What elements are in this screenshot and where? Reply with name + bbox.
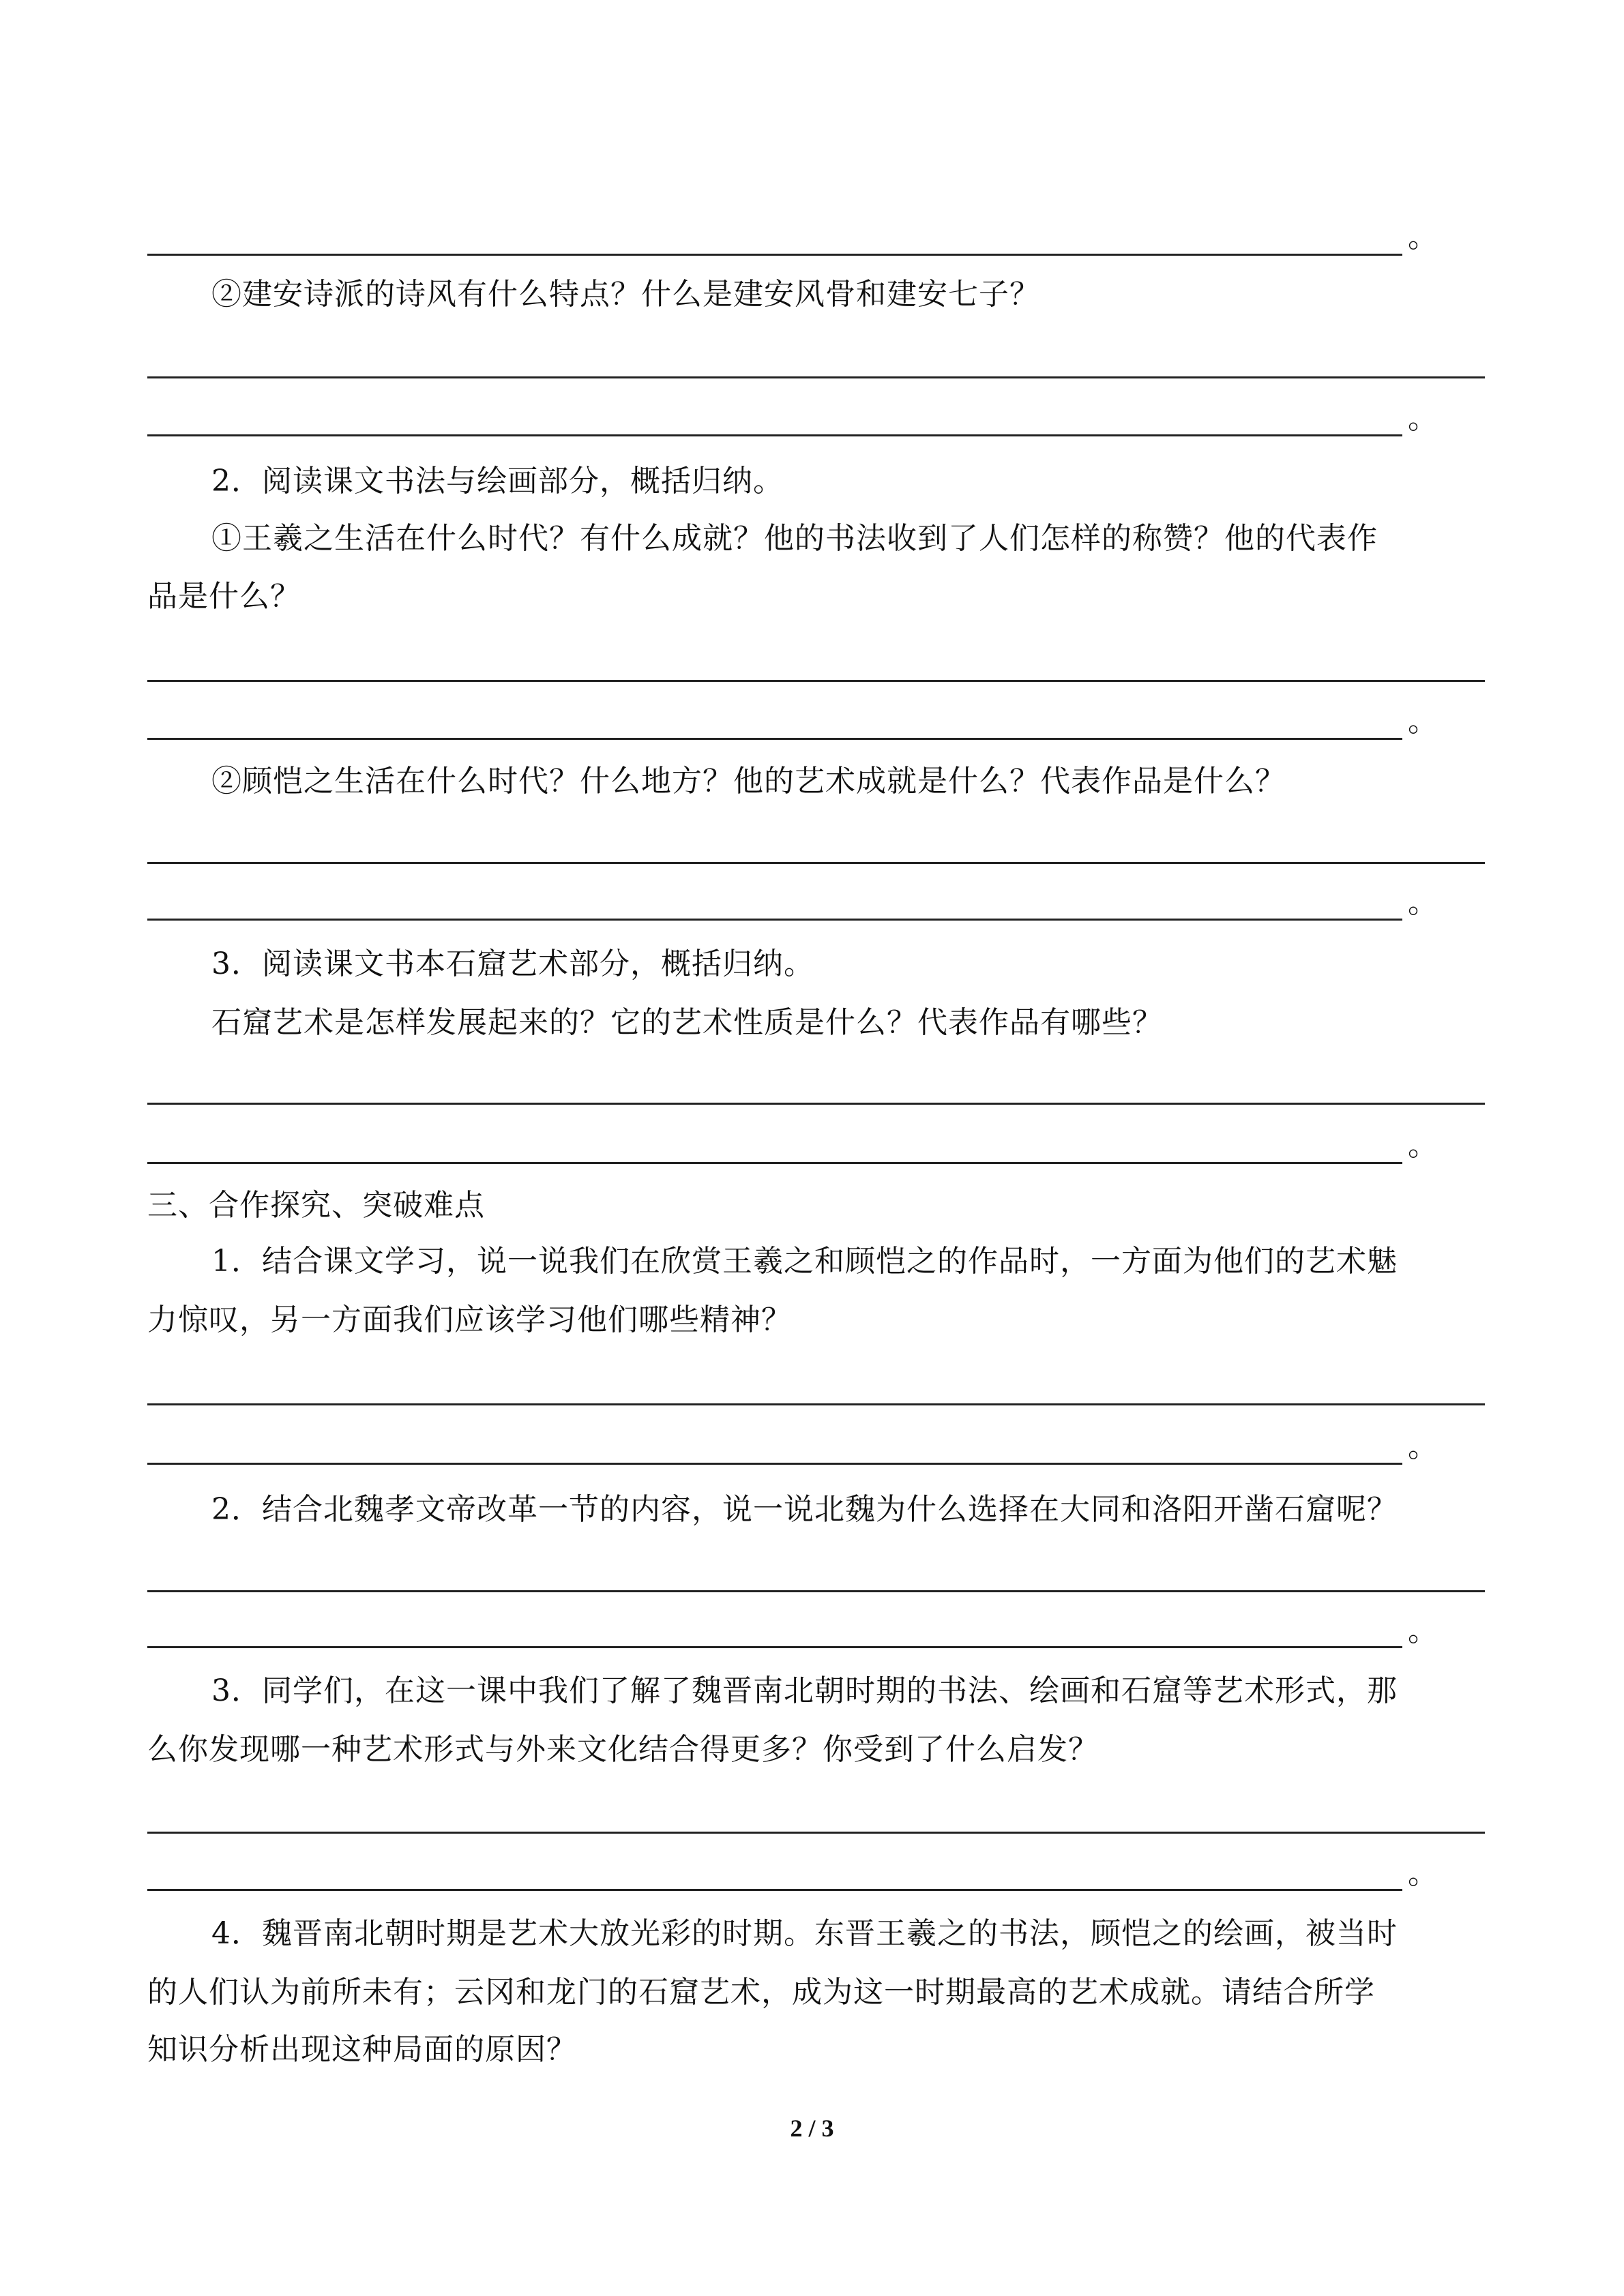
question-text: 力惊叹，另一方面我们应该学习他们哪些精神？ [147,1302,792,1337]
question-heading: 2．阅读课文书法与绘画部分，概括归纳。 [211,464,784,498]
answer-line[interactable] [147,680,1485,682]
question-text: 知识分析出现这种局面的原因？ [147,2032,577,2067]
question-text: ②顾恺之生活在什么时代？什么地方？他的艺术成就是什么？代表作品是什么？ [211,764,1286,799]
period-mark: 。 [1408,1429,1438,1464]
period-mark: 。 [1408,704,1438,739]
answer-line[interactable] [147,1103,1485,1105]
answer-line[interactable] [147,1832,1485,1834]
question-text: ①王羲之生活在什么时代？有什么成就？他的书法收到了人们怎样的称赞？他的代表作 [211,521,1378,556]
question-text: ②建安诗派的诗风有什么特点？什么是建安风骨和建安七子？ [211,277,1040,312]
period-mark: 。 [1408,885,1438,920]
answer-line[interactable] [147,1403,1485,1405]
answer-line[interactable] [147,1889,1402,1891]
question-text: 4．魏晋南北朝时期是艺术大放光彩的时期。东晋王羲之的书法，顾恺之的绘画，被当时 [211,1916,1398,1951]
page-number: 2 / 3 [790,2115,834,2142]
answer-line[interactable] [147,254,1402,256]
question-text: 么你发现哪一种艺术形式与外来文化结合得更多？你受到了什么启发？ [147,1732,1099,1767]
answer-line[interactable] [147,1162,1402,1164]
answer-line[interactable] [147,1646,1402,1648]
answer-line[interactable] [147,434,1402,436]
answer-line[interactable] [147,919,1402,921]
answer-line[interactable] [147,376,1485,378]
answer-line[interactable] [147,738,1402,740]
section-heading: 三、合作探究、突破难点 [147,1188,485,1223]
question-text: 品是什么？ [147,579,301,614]
period-mark: 。 [1408,1856,1438,1891]
question-text: 2．结合北魏孝文帝改革一节的内容，说一说北魏为什么选择在大同和洛阳开凿石窟呢？ [211,1492,1398,1527]
answer-line[interactable] [147,1590,1485,1592]
question-text: 3．同学们，在这一课中我们了解了魏晋南北朝时期的书法、绘画和石窟等艺术形式，那 [211,1673,1398,1708]
period-mark: 。 [1408,1613,1438,1648]
period-mark: 。 [1408,1128,1438,1163]
question-heading: 3．阅读课文书本石窟艺术部分，概括归纳。 [211,946,814,981]
period-mark: 。 [1408,401,1438,436]
question-text: 的人们认为前所未有；云冈和龙门的石窟艺术，成为这一时期最高的艺术成就。请结合所学 [147,1975,1375,2010]
period-mark: 。 [1408,220,1438,254]
answer-line[interactable] [147,862,1485,864]
answer-line[interactable] [147,1463,1402,1465]
question-text: 1．结合课文学习，说一说我们在欣赏王羲之和顾恺之的作品时，一方面为他们的艺术魅 [211,1244,1398,1279]
question-text: 石窟艺术是怎样发展起来的？它的艺术性质是什么？代表作品有哪些？ [211,1005,1163,1040]
